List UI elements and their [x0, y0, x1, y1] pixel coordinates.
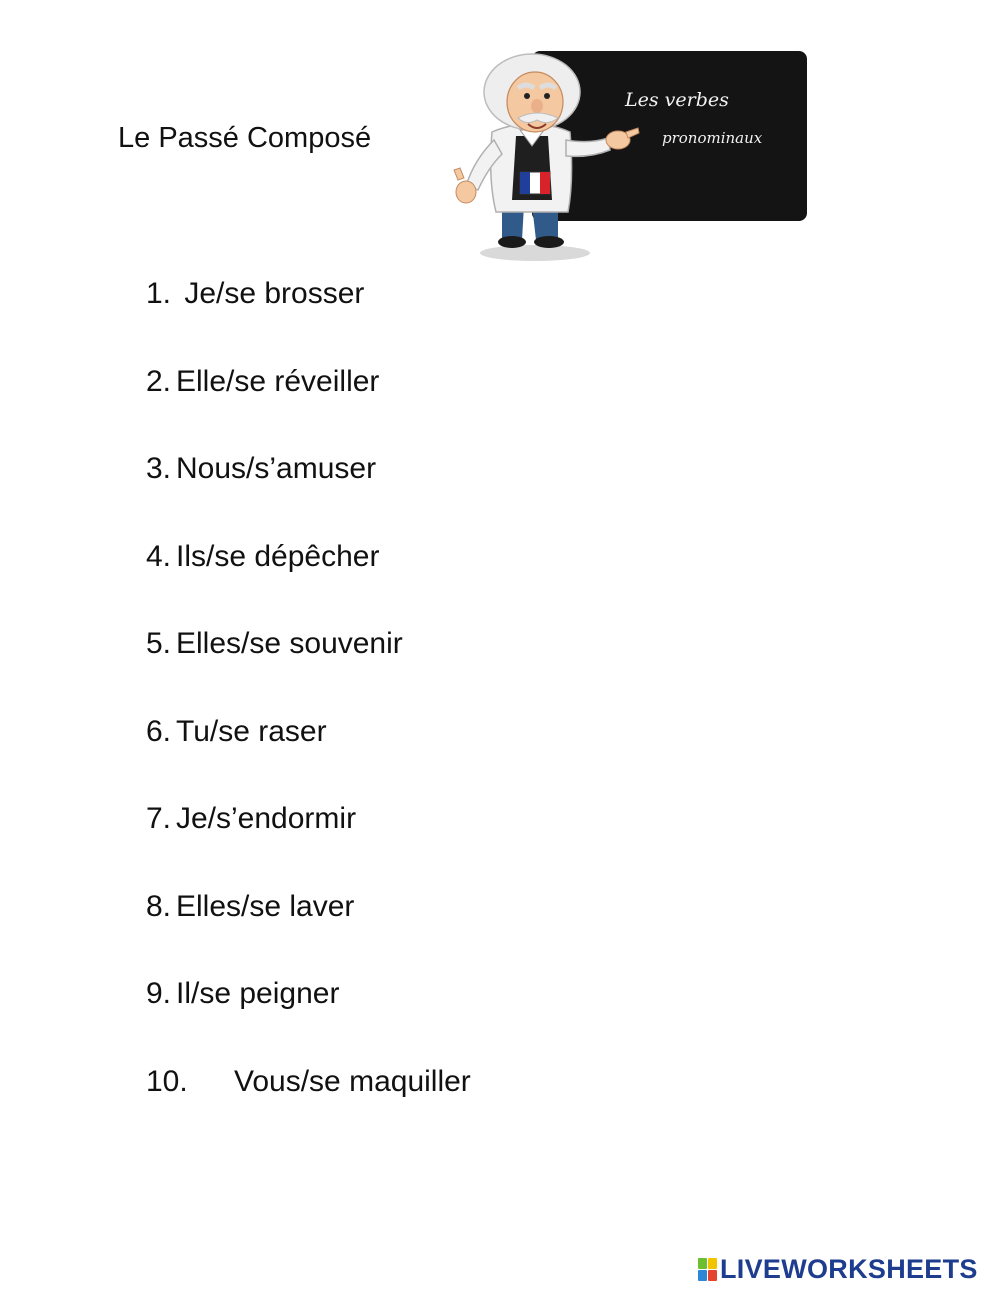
teacher-chalkboard-illustration: [440, 40, 815, 265]
exercise-text: Il/se peigner: [176, 977, 340, 1010]
exercise-text: Vous/se maquiller: [234, 1064, 471, 1098]
exercise-text: Elles/se souvenir: [176, 627, 403, 660]
exercise-number: 3.: [146, 452, 172, 485]
exercise-text: Ils/se dépêcher: [176, 539, 380, 573]
exercise-list: [146, 272, 471, 1147]
exercise-number: 5.: [146, 627, 172, 660]
liveworksheets-logo: [698, 1254, 978, 1284]
exercise-text: Tu/se raser: [176, 714, 327, 748]
exercise-text: Elles/se laver: [176, 889, 355, 923]
exercise-item: [146, 1060, 471, 1148]
chalkboard-text-line-1: Les verbes: [625, 89, 729, 111]
exercise-item: [146, 447, 471, 535]
chalkboard-text-line-2: pronominaux: [662, 129, 763, 147]
exercise-item: [146, 972, 471, 1060]
exercise-item: [146, 622, 471, 710]
liveworksheets-logo-icon: [698, 1258, 717, 1281]
exercise-number: 1.: [146, 277, 172, 310]
liveworksheets-logo-text: LIVEWORKSHEETS: [720, 1253, 978, 1284]
exercise-number: 6.: [146, 714, 172, 748]
exercise-item: [146, 710, 471, 798]
exercise-number: 8.: [146, 889, 172, 923]
page-title: Le Passé Composé: [118, 122, 372, 154]
french-flag-icon: [520, 172, 550, 194]
exercise-number: 7.: [146, 802, 172, 835]
exercise-number: 2.: [146, 364, 172, 398]
exercise-item: [146, 797, 471, 885]
exercise-item: [146, 272, 471, 360]
exercise-text: Nous/s’amuser: [176, 452, 377, 485]
exercise-text: Elle/se réveiller: [176, 364, 380, 398]
exercise-text: Je/s’endormir: [176, 802, 357, 835]
exercise-text: Je/se brosser: [176, 277, 365, 310]
exercise-item: [146, 360, 471, 448]
exercise-number: 4.: [146, 539, 172, 573]
exercise-number: 9.: [146, 977, 172, 1010]
exercise-item: [146, 535, 471, 623]
exercise-number: 10.: [146, 1064, 188, 1098]
exercise-item: [146, 885, 471, 973]
